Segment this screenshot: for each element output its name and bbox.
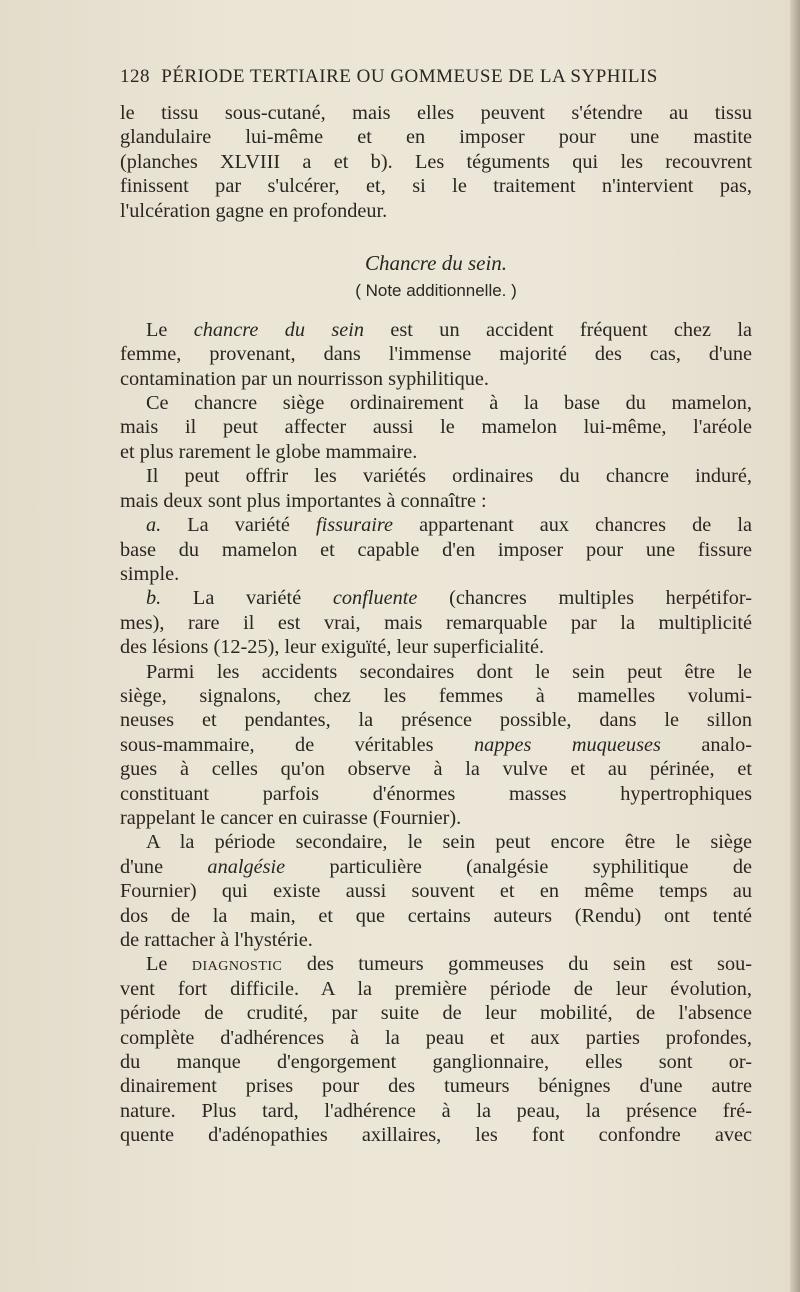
text-line: du manque d'engorgement ganglionnaire, elles sont or- xyxy=(120,1051,752,1074)
text-line: rappelant le cancer en cuirasse (Fournier). xyxy=(120,806,462,829)
list-letter: b. xyxy=(146,587,162,610)
text-line: l'ulcération gagne en profondeur. xyxy=(120,199,388,222)
emphasis: nappes muqueuses xyxy=(473,733,661,756)
paragraph-line: Ce chancre siège ordinairement à la base du mamelon, xyxy=(146,392,752,415)
text-line: base du mamelon et capable d'en imposer pour une fissure xyxy=(120,538,752,561)
page-number: 128 xyxy=(120,66,150,87)
list-letter: a. xyxy=(146,514,162,537)
small-caps-term: diagnostic xyxy=(191,953,283,976)
section-title: Chancre du sein. xyxy=(364,251,508,276)
text-line: nature. Plus tard, l'adhérence à la peau, la présence fré- xyxy=(120,1099,752,1122)
text-line: femme, provenant, dans l'immense majorité des cas, d'une xyxy=(120,343,752,366)
page-edge xyxy=(790,0,800,1292)
emphasis: fissuraire xyxy=(316,514,394,537)
paragraph-line: Le chancre du sein est un accident fréquent chez la xyxy=(146,318,752,341)
emphasis: analgésie xyxy=(207,855,286,878)
running-title: PÉRIODE TERTIAIRE OU GOMMEUSE DE LA SYPHILIS xyxy=(161,66,658,87)
paragraph-line: b. La variété confluente (chancres multiples herpétifor- xyxy=(146,587,752,610)
section-note: ( Note additionnelle. ) xyxy=(355,281,517,301)
paragraph-line: A la période secondaire, le sein peut encore être le siège xyxy=(146,831,752,854)
text-line: gues à celles qu'on observe à la vulve et au périnée, et xyxy=(120,758,752,781)
text-line: dos de la main, et que certains auteurs (Rendu) ont tenté xyxy=(120,904,752,927)
text-line: et plus rarement le globe mammaire. xyxy=(120,440,418,463)
text-line: glandulaire lui-même et en imposer pour une mastite xyxy=(120,126,752,149)
emphasis: confluente xyxy=(332,587,418,610)
text-line: Fournier) qui existe aussi souvent et en même temps au xyxy=(120,880,752,903)
text-line: période de crudité, par suite de leur mobilité, de l'absence xyxy=(120,1002,752,1025)
text-line: mais il peut affecter aussi le mamelon lui-même, l'aréole xyxy=(120,416,752,439)
text-line: quente d'adénopathies axillaires, les font confondre avec xyxy=(120,1124,752,1147)
text-line: de rattacher à l'hystérie. xyxy=(120,929,313,951)
text-line: simple. xyxy=(120,562,180,585)
text-line: le tissu sous-cutané, mais elles peuvent s'étendre au tissu xyxy=(120,102,752,124)
running-header xyxy=(120,66,752,88)
paragraph-line: Parmi les accidents secondaires dont le sein peut être le xyxy=(146,660,752,683)
text-line: siège, signalons, chez les femmes à mamelles volumi- xyxy=(120,684,752,707)
text-line: neuses et pendantes, la présence possible, dans le sillon xyxy=(120,709,752,732)
text-line: des lésions (12-25), leur exiguïté, leur superficialité. xyxy=(120,636,545,659)
text-line: vent fort difficile. A la première période de leur évolution, xyxy=(120,977,752,1000)
text-line: complète d'adhérences à la peau et aux parties profondes, xyxy=(120,1026,752,1049)
page-text xyxy=(120,101,752,1148)
text-line: sous-mammaire, de véritables nappes muqueuses analo- xyxy=(120,733,753,756)
text-line: constituant parfois d'énormes masses hypertrophiques xyxy=(120,782,752,805)
text-line: finissent par s'ulcérer, et, si le traitement n'intervient pas, xyxy=(120,175,752,198)
text-line: d'une analgésie particulière (analgésie syphilitique de xyxy=(120,855,752,878)
paragraph-line: Le diagnostic des tumeurs gommeuses du sein est sou- xyxy=(146,953,752,976)
text-line: dinairement prises pour des tumeurs bénignes d'une autre xyxy=(120,1075,752,1098)
emphasis: chancre du sein xyxy=(193,318,365,341)
paragraph-line: Il peut offrir les variétés ordinaires du chancre induré, xyxy=(146,465,752,488)
text-line: mes), rare il est vrai, mais remarquable par la multiplicité xyxy=(120,611,752,634)
text-line: mais deux sont plus importantes à connaître : xyxy=(120,489,487,512)
text-line: (planches XLVIII a et b). Les téguments qui les recouvrent xyxy=(120,150,752,173)
paragraph-line: a. La variété fissuraire appartenant aux chancres de la xyxy=(146,514,752,537)
text-line: contamination par un nourrisson syphilitique. xyxy=(120,367,489,390)
